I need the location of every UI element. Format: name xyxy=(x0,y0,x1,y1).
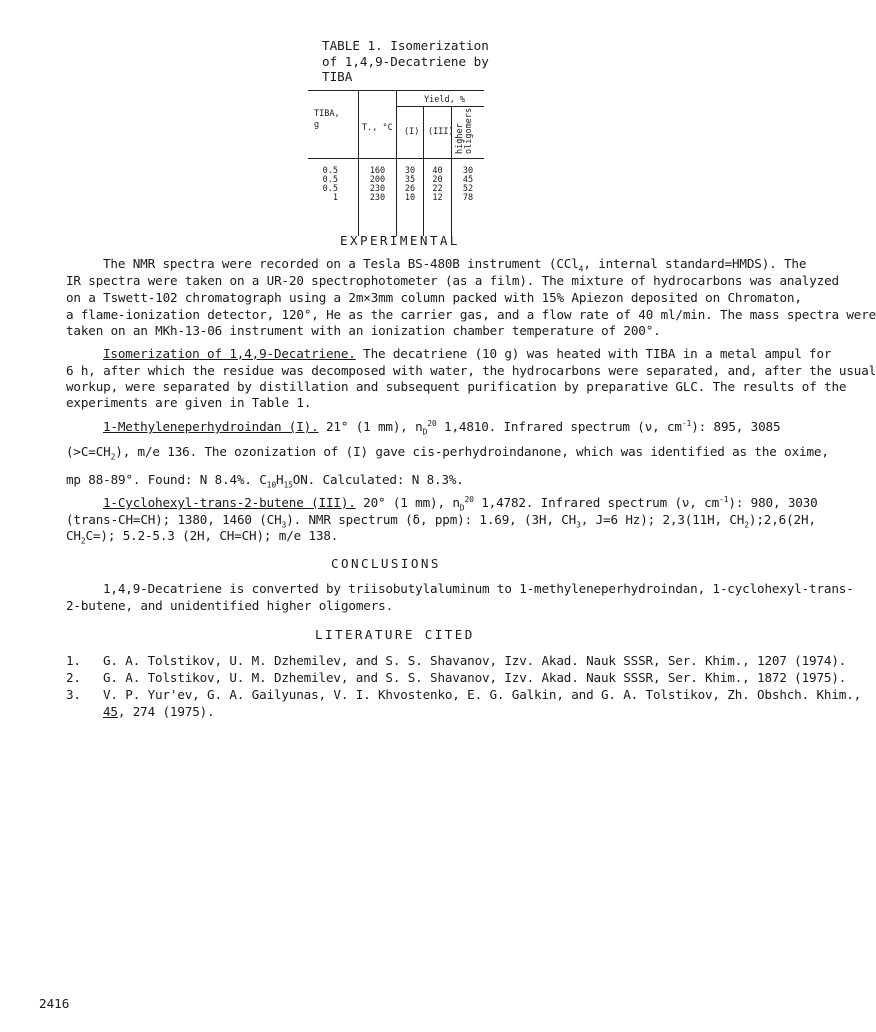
table-cell: 35 xyxy=(404,175,416,185)
paragraph-line: $(>C=CH_2)$, m/e 136. The ozonization of (I) gave cis-perhydroindanone, which was identified as the oxime, xyxy=(66,444,829,462)
table-cell: 0.5 xyxy=(322,166,338,176)
page-number: 2416 xyxy=(39,996,70,1011)
header-compound-III: (III) xyxy=(428,127,454,137)
section-heading-literature: LITERATURE CITED xyxy=(315,627,475,642)
paragraph-line: The NMR spectra were recorded on a Tesla BS-480B instrument (CCl$_4$, internal standard=HMDS). The xyxy=(103,256,807,274)
table-col-higher xyxy=(452,167,484,203)
paragraph-line: on a Tswett-102 chromatograph using a 2m×3mm column packed with 15% Apiezon deposited on Chromaton, xyxy=(66,290,802,305)
table-col-I xyxy=(397,167,423,203)
reference-volume: 45 xyxy=(103,704,118,719)
reference-number: 2. xyxy=(66,670,81,685)
table-caption xyxy=(322,38,489,85)
table-col-tiba xyxy=(308,167,338,203)
table-cell: 10 xyxy=(404,193,416,203)
table-cell: 40 xyxy=(432,166,443,176)
table-cell: 0.5 xyxy=(322,175,338,185)
header-oligomers: oligomers xyxy=(464,107,474,154)
table-cell: 230 xyxy=(369,184,386,194)
col-divider xyxy=(358,90,359,236)
data-table xyxy=(308,90,484,238)
header-yield: Yield, % xyxy=(424,95,465,105)
reference-text: V. P. Yur'ev, G. A. Gailyunas, V. I. Khvostenko, E. G. Galkin, and G. A. Tolstikov, Zh. Obshch. Khim., xyxy=(103,687,862,702)
table-cell: 45 xyxy=(462,175,474,185)
paragraph-line: (trans-CH=CH); 1380, 1460 $(CH_3)$. NMR spectrum (δ, ppm): 1.69, (3H, $CH_3$, J=6 Hz); 2,3(11H, $CH_2);2,6(2H$, xyxy=(66,512,816,530)
reference-text: G. A. Tolstikov, U. M. Dzhemilev, and S. S. Shavanov, Izv. Akad. Nauk SSSR, Ser. Khim., 1872 (1975). xyxy=(103,670,847,685)
table-cell: 0.5 xyxy=(322,184,338,194)
table-cell: 22 xyxy=(432,184,443,194)
subsection-title: 1-Methyleneperhydroindan (I). xyxy=(103,419,319,434)
subsection-title: 1-Cyclohexyl-trans-2-butene (III). xyxy=(103,495,356,510)
section-heading-conclusions: CONCLUSIONS xyxy=(331,556,441,571)
table-cell: 78 xyxy=(462,193,474,203)
paragraph-line: taken on an MKh-13-06 instrument with an ionization chamber temperature of 200°. xyxy=(66,323,661,338)
header-tiba: TIBA, xyxy=(314,109,340,119)
table-cell: 230 xyxy=(369,193,386,203)
paragraph-line: 1-Methyleneperhydroindan (I). 21° (1 mm), $n_D^{20}$ 1,4810. Infrared spectrum (ν, $cm^{-1}$): 895, 3085 xyxy=(103,418,781,437)
table-caption-line: of 1,4,9-Decatriene by xyxy=(322,53,489,69)
paragraph-line: experiments are given in Table 1. xyxy=(66,395,312,410)
reference-text: G. A. Tolstikov, U. M. Dzhemilev, and S. S. Shavanov, Izv. Akad. Nauk SSSR, Ser. Khim., 1207 (1974). xyxy=(103,653,847,668)
table-cell: 160 xyxy=(369,166,386,176)
header-compound-I: (I) xyxy=(404,127,420,137)
table-col-III xyxy=(424,167,451,203)
table-cell: 200 xyxy=(369,175,386,185)
table-cell: 52 xyxy=(462,184,474,194)
reference-number: 1. xyxy=(66,653,81,668)
table-cell: 30 xyxy=(462,166,474,176)
yield-rule xyxy=(396,106,484,107)
header-tiba-unit: g xyxy=(314,120,320,130)
paragraph-line: Isomerization of 1,4,9-Decatriene. The decatriene (10 g) was heated with TIBA in a metal ampul for xyxy=(103,346,832,361)
paragraph-line: a flame-ionization detector, 120°, He as the carrier gas, and a flow rate of 40 ml/min. The mass spectra were xyxy=(66,307,876,322)
paragraph-line: 1-Cyclohexyl-trans-2-butene (III). 20° (1 mm), $n_D^{20}$ 1,4782. Infrared spectrum (ν, $cm^{-1}$): 980, 3030 xyxy=(103,494,818,513)
subsection-title: Isomerization of 1,4,9-Decatriene. xyxy=(103,346,356,361)
reference-text-continued: 45, 274 (1975). xyxy=(103,704,215,719)
paragraph-line: $CH_2C=$); 5.2-5.3 (2H, CH=CH); m/e 138. xyxy=(66,528,339,546)
header-higher: higher xyxy=(455,123,465,154)
paragraph-line: IR spectra were taken on a UR-20 spectrophotometer (as a film). The mixture of hydrocarbons was analyzed xyxy=(66,273,839,288)
table-cell: 20 xyxy=(432,175,443,185)
paragraph-line: mp 88-89°. Found: N 8.4%. $C_{10}H_{15}ON$. Calculated: N 8.3%. xyxy=(66,472,464,490)
table-caption-line: TABLE 1. Isomerization xyxy=(322,38,489,53)
header-temp: T., °C xyxy=(362,123,393,133)
table-cell: 30 xyxy=(404,166,416,176)
table-cell: 26 xyxy=(404,184,416,194)
table-cell: 12 xyxy=(432,193,443,203)
reference-number: 3. xyxy=(66,687,81,702)
table-col-temp xyxy=(359,167,396,203)
paragraph-line: 1,4,9-Decatriene is converted by triisobutylaluminum to 1-methyleneperhydroindan, 1-cyclohexyl-trans- xyxy=(103,581,854,596)
paragraph-line: 6 h, after which the residue was decomposed with water, the hydrocarbons were separated, and, after the usual xyxy=(66,363,876,378)
section-heading-experimental: EXPERIMENTAL xyxy=(340,233,460,248)
paragraph-line: workup, were separated by distillation and subsequent purification by preparative GLC. The results of the xyxy=(66,379,847,394)
paragraph-line: 2-butene, and unidentified higher oligomers. xyxy=(66,598,394,613)
table-cell: 1 xyxy=(332,193,338,203)
table-caption-line: TIBA xyxy=(322,69,353,84)
col-divider xyxy=(396,90,397,236)
